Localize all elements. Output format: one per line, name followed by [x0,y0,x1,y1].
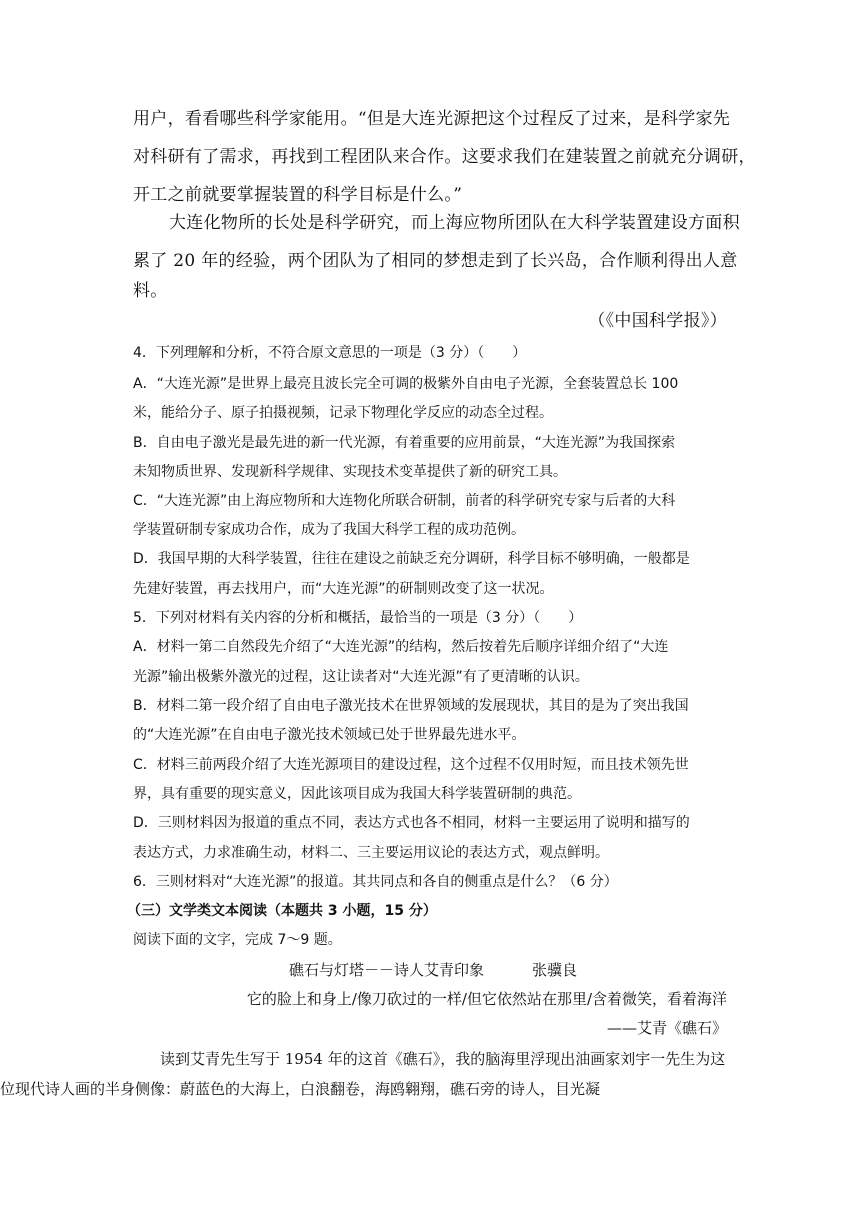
option-line: A．“大连光源”是世界上最亮且波长完全可调的极紫外自由电子光源，全套装置总长 100 [133,376,679,392]
section-instruction: 阅读下面的文字，完成 7～9 题。 [133,932,342,948]
option-line: 先建好装置，再去找用户，而“大连光源”的研制则改变了这一状况。 [133,581,554,597]
option-line: C．材料三前两段介绍了大连光源项目的建设过程，这个过程不仅用时短，而且技术领先世 [133,757,689,773]
paragraph-line: 料。 [133,281,168,301]
option-line: 光源”输出极紫外激光的过程，这让读者对“大连光源”有了更清晰的认识。 [133,669,589,685]
article-title: 礁石与灯塔－－诗人艾青印象 [289,961,485,979]
paragraph-line: 大连化物所的长处是科学研究，而上海应物所团队在大科学装置建设方面积 [169,213,740,233]
option-line: B．材料二第一段介绍了自由电子激光技术在世界领域的发展现状，其目的是为了突出我国 [133,698,689,714]
paragraph-line: 累了 20 年的经验，两个团队为了相同的梦想走到了长兴岛，合作顺利得出人意 [133,251,738,271]
article-source: （《中国科学报》） [588,311,727,331]
question-stem: 4．下列理解和分析，不符合原文意思的一项是（3 分）（ ） [133,345,527,361]
option-line: D．三则材料因为报道的重点不同，表达方式也各不相同，材料一主要运用了说明和描写的 [133,815,690,831]
option-line: 的“大连光源”在自由电子激光技术领域已处于世界最先进水平。 [133,727,526,743]
question-stem: 6．三则材料对“大连光源”的报道。其共同点和各自的侧重点是什么？（6 分） [133,874,618,890]
paragraph-line: 开工之前就要掌握装置的科学目标是什么。” [133,185,463,205]
question-stem: 5．下列对材料有关内容的分析和概括，最恰当的一项是（3 分）（ ） [133,610,583,626]
option-line: 表达方式，力求准确生动，材料二、三主要运用议论的表达方式，观点鲜明。 [133,845,609,861]
article-author: 张骥良 [532,961,578,979]
epigraph-source: ——艾青《礁石》 [606,1019,727,1037]
option-line: 未知物质世界、发现新科学规律、实现技术变革提供了新的研究工具。 [133,464,567,480]
option-line: C．“大连光源”由上海应物所和大连物化所联合研制，前者的科学研究专家与后者的大科 [133,493,676,509]
paragraph-line: 用户，看看哪些科学家能用。“但是大连光源把这个过程反了过来，是科学家先 [133,109,731,129]
paragraph-line: 对科研有了需求，再找到工程团队来合作。这要求我们在建装置之前就充分调研， [133,147,756,167]
section-heading: （三）文学类文本阅读（本题共 3 小题，15 分） [127,903,437,919]
body-line: 位现代诗人画的半身侧像：蔚蓝色的大海上，白浪翻卷，海鸥翱翔，礁石旁的诗人，目光凝 [0,1080,601,1098]
body-line: 读到艾青先生写于 1954 年的这首《礁石》，我的脑海里浮现出油画家刘宇一先生为这 [160,1050,726,1068]
epigraph: 它的脸上和身上/像刀砍过的一样/但它依然站在那里/含着微笑，看着海洋 [246,990,727,1008]
option-line: B．自由电子激光是最先进的新一代光源，有着重要的应用前景，“大连光源”为我国探索 [133,435,676,451]
option-line: 学装置研制专家成功合作，成为了我国大科学工程的成功范例。 [133,522,525,538]
option-line: A．材料一第二自然段先介绍了“大连光源”的结构，然后按着先后顺序详细介绍了“大连 [133,639,669,655]
option-line: 米，能给分子、原子拍摄视频，记录下物理化学反应的动态全过程。 [133,405,553,421]
option-line: 界，具有重要的现实意义，因此该项目成为我国大科学装置研制的典范。 [133,786,581,802]
option-line: D．我国早期的大科学装置，往往在建设之前缺乏充分调研，科学目标不够明确，一般都是 [133,551,690,567]
